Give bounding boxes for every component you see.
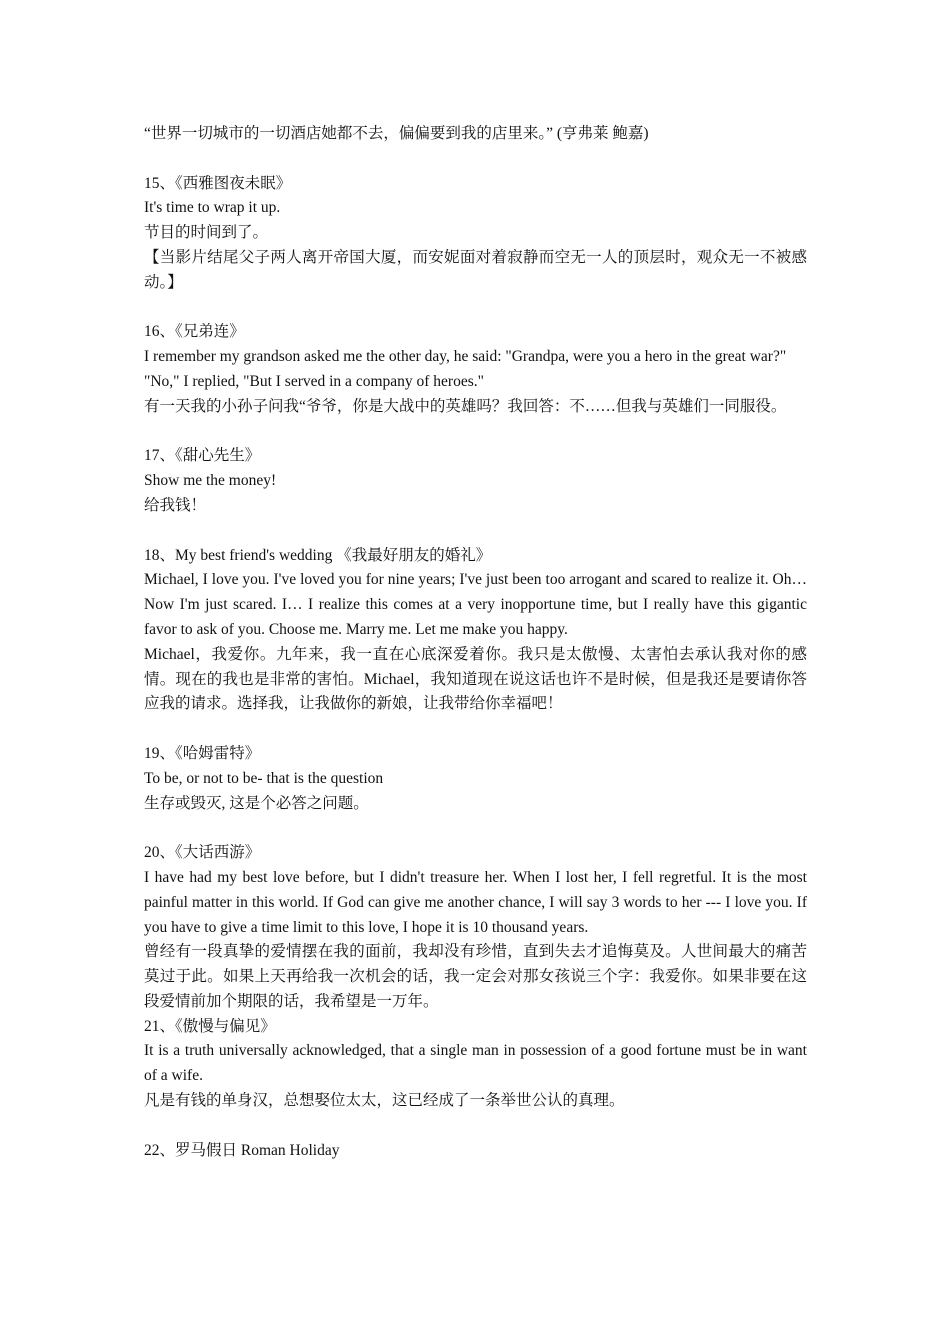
spacer bbox=[144, 147, 807, 172]
entry-18-english: Michael, I love you. I've loved you for nine years; I've just been too arrogant and scared to realize it. Oh… Now I'm just scared. I… I realize this comes at a very inopportune time, but I really have this gigantic favor to ask of you. Choose me. Marry me. Let me make you happy. bbox=[144, 571, 807, 638]
entry-20-english: I have had my best love before, but I didn't treasure her. When I lost her, I fell regretful. It is the most painful matter in this world. If God can give me another chance, I will say 3 words to her --- I love you. If you have to give a time limit to this love, I hope it is 10 thousand years. bbox=[144, 868, 807, 936]
spacer bbox=[144, 1114, 807, 1139]
entry-16-heading: 16、《兄弟连》 bbox=[144, 323, 245, 341]
entry-19-chinese: 生存或毁灭, 这是个必答之问题。 bbox=[144, 794, 369, 812]
spacer bbox=[144, 420, 807, 445]
entry-21-english: It is a truth universally acknowledged, that a single man in possession of a good fortune must be in want of a wife. bbox=[144, 1042, 807, 1085]
entry-21-chinese: 凡是有钱的单身汉，总想娶位太太，这已经成了一条举世公认的真理。 bbox=[144, 1092, 625, 1110]
entry-17-english: Show me the money! bbox=[144, 472, 277, 490]
spacer bbox=[144, 717, 807, 742]
document-body bbox=[144, 122, 807, 1163]
entry-18-chinese: Michael，我爱你。九年来，我一直在心底深爱着你。我只是太傲慢、太害怕去承认我对你的感情。现在的我也是非常的害怕。Michael，我知道现在说这话也许不是时候，但是我还是要请你答应我的请求。选择我，让我做你的新娘，让我带给你幸福吧！ bbox=[144, 645, 807, 713]
entry-20-heading: 20、《大话西游》 bbox=[144, 844, 261, 862]
intro-quote: “世界一切城市的一切酒店她都不去，偏偏要到我的店里来。” (亨弗莱 鲍嘉) bbox=[144, 125, 649, 142]
spacer bbox=[144, 296, 807, 321]
entry-17-chinese: 给我钱！ bbox=[144, 496, 207, 514]
entry-22-heading: 22、罗马假日 Roman Holiday bbox=[144, 1141, 340, 1159]
entry-19-english: To be, or not to be- that is the question bbox=[144, 769, 384, 787]
spacer bbox=[144, 816, 807, 841]
spacer bbox=[144, 519, 807, 544]
entry-17-heading: 17、《甜心先生》 bbox=[144, 447, 261, 465]
entry-19-heading: 19、《哈姆雷特》 bbox=[144, 744, 261, 762]
entry-15-heading: 15、《西雅图夜未眠》 bbox=[144, 174, 292, 192]
entry-16-english-2: "No," I replied, "But I served in a company of heroes." bbox=[144, 372, 484, 390]
entry-16-english-1: I remember my grandson asked me the other day, he said: "Grandpa, were you a hero in the great war?" bbox=[144, 348, 787, 366]
entry-15-english: It's time to wrap it up. bbox=[144, 199, 281, 217]
entry-20-chinese: 曾经有一段真挚的爱情摆在我的面前，我却没有珍惜，直到失去才追悔莫及。人世间最大的痛苦莫过于此。如果上天再给我一次机会的话，我一定会对那女孩说三个字：我爱你。如果非要在这段爱情前加个期限的话，我希望是一万年。 bbox=[144, 943, 807, 1010]
entry-15-chinese: 节目的时间到了。 bbox=[144, 224, 269, 242]
entry-15-note: 【当影片结尾父子两人离开帝国大厦，而安妮面对着寂静而空无一人的顶层时，观众无一不被感动。】 bbox=[144, 248, 807, 291]
entry-21-heading: 21、《傲慢与偏见》 bbox=[144, 1017, 276, 1035]
entry-18-heading: 18、My best friend's wedding 《我最好朋友的婚礼》 bbox=[144, 546, 492, 564]
entry-16-chinese: 有一天我的小孙子问我“爷爷，你是大战中的英雄吗？我回答：不……但我与英雄们一同服役。 bbox=[144, 397, 787, 415]
